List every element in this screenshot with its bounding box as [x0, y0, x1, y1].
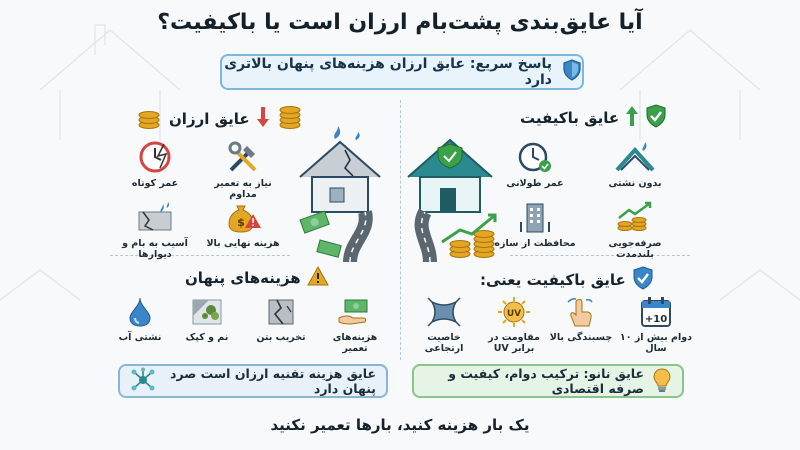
cracked-wall-icon	[112, 200, 198, 234]
page-title: آیا عایق‌بندی پشت‌بام ارزان است یا باکیفیت؟	[157, 10, 643, 35]
calendar-text: 10+	[644, 314, 668, 325]
meaning-item-label: خاصیت ارتجاعی	[424, 332, 464, 354]
cheap-item-label: عمر کوتاه	[131, 178, 179, 189]
quality-section-heading	[520, 104, 667, 132]
cheap-item-high-final-cost	[200, 200, 286, 249]
cheap-item-constant-repair	[200, 140, 286, 200]
broken-concrete-icon	[246, 296, 316, 328]
svg-text:$: $	[237, 216, 245, 229]
cheap-note-text: عایق هزینه تفنیه ارزان است صرد پنهان دارد	[170, 366, 376, 396]
hidden-costs-heading	[185, 266, 329, 290]
quality-item-label: صرفه‌جویی بلندمدت	[608, 238, 662, 260]
quality-means-heading-text: عایق باکیفیت یعنی:	[480, 271, 626, 289]
center-houses-illustration	[290, 122, 510, 262]
meaning-item-label: مقاومت در برابر UV	[488, 332, 540, 354]
meaning-item-uv-resistance	[478, 296, 550, 354]
up-arrow-icon	[625, 105, 639, 131]
cheap-item-label: هزینه نهایی بالا	[206, 238, 280, 249]
protected-house-icon	[408, 140, 492, 212]
shield-check-icon	[645, 104, 667, 132]
hidden-item-mold	[172, 296, 242, 343]
quality-item-no-leak	[592, 140, 678, 189]
shield-check-icon	[632, 266, 654, 294]
flying-money-icon	[300, 211, 329, 233]
hand-money-icon	[320, 296, 390, 328]
quality-heading-text: عایق باکیفیت	[520, 109, 620, 127]
hidden-costs-heading-text: هزینه‌های پنهان	[185, 269, 301, 287]
hidden-item-label: نشتی آب	[118, 332, 162, 343]
lightbulb-icon	[652, 367, 672, 396]
hidden-item-water-leak	[110, 296, 170, 343]
molecule-icon	[130, 367, 156, 396]
quick-answer-text: پاسخ سریع: عایق ارزان هزینه‌های پنهان بالاتری دارد	[224, 56, 552, 88]
quality-item-long-term-savings	[592, 200, 678, 260]
quality-item-label: عمر طولانی	[506, 178, 564, 189]
cheap-heading-text: عایق ارزان	[169, 110, 250, 128]
growth-coins-icon	[592, 200, 678, 234]
quality-item-label: محافظت از سازه	[494, 238, 576, 249]
hidden-item-label: تخریب بتن	[256, 332, 306, 343]
hidden-item-repair-costs	[320, 296, 390, 354]
cheap-note-box	[118, 364, 388, 398]
broken-clock-icon	[112, 140, 198, 174]
uv-text: UV	[506, 309, 522, 319]
cheap-item-short-life	[112, 140, 198, 189]
hidden-item-label: هزینه‌های تعمیر	[332, 332, 378, 354]
warning-icon	[307, 266, 329, 290]
tools-icon	[200, 140, 286, 174]
hidden-item-concrete-damage	[246, 296, 316, 343]
shield-icon	[562, 59, 582, 85]
quality-item-label: بدون نشتی	[608, 178, 662, 189]
hand-press-icon	[546, 296, 616, 328]
meaning-item-durability	[618, 296, 694, 354]
cheap-item-roof-damage	[112, 200, 198, 260]
hidden-item-label: نم و کپک	[185, 332, 229, 343]
roof-no-leak-icon	[592, 140, 678, 174]
down-arrow-icon	[256, 106, 270, 132]
cheap-item-label: نیاز به تعمیر مداوم	[214, 178, 272, 200]
mold-icon	[172, 296, 242, 328]
meaning-item-label: دوام بیش از ۱۰ سال	[619, 332, 693, 354]
water-drop-icon	[110, 296, 170, 328]
cheap-section-heading	[135, 104, 304, 134]
footer-slogan: یک بار هزینه کنید، بارها تعمیر نکنید	[270, 416, 530, 434]
uv-sun-icon	[478, 296, 550, 328]
cracked-roof-house-icon	[300, 126, 380, 212]
nano-note-box	[412, 364, 684, 398]
meaning-item-elasticity	[410, 296, 478, 354]
calendar-10-icon	[618, 296, 694, 328]
meaning-item-label: چسبندگی بالا	[549, 332, 613, 343]
money-bag-warning-icon	[200, 200, 286, 234]
cheap-item-label: آسیب به بام و دیوارها	[122, 238, 188, 260]
meaning-item-adhesion	[546, 296, 616, 343]
coins-stack-icon	[135, 104, 163, 134]
quick-answer-banner	[220, 54, 584, 90]
elastic-membrane-icon	[410, 296, 478, 328]
quality-means-heading	[480, 266, 654, 294]
nano-note-text: عایق نانو: ترکیب دوام، کیفیت و صرفه اقتصادی	[448, 366, 644, 396]
